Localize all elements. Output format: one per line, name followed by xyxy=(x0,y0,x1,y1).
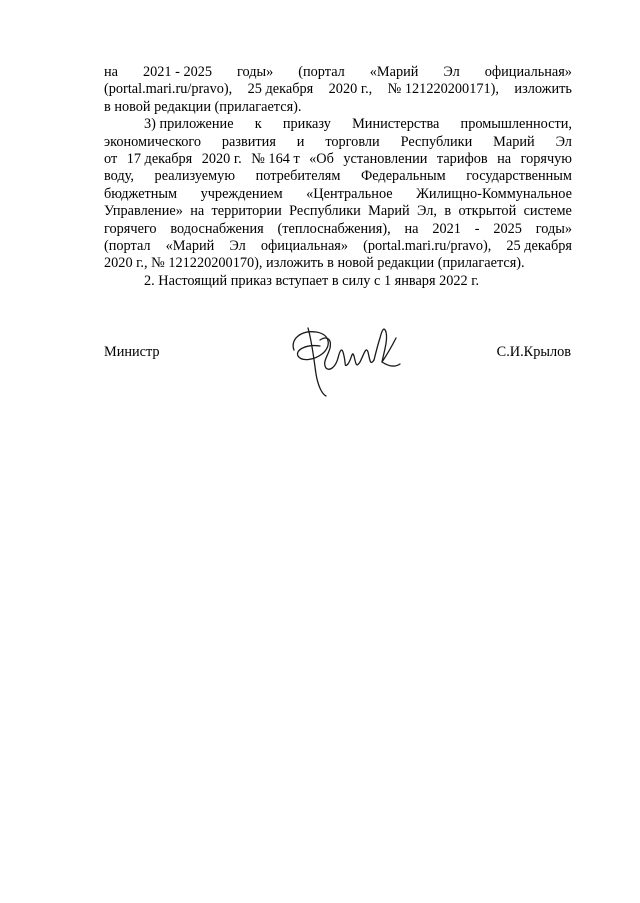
word: от xyxy=(104,151,118,168)
word: официальная» xyxy=(484,64,572,80)
word: Министерства xyxy=(352,116,440,133)
word: государственным xyxy=(466,168,572,185)
word: (портал xyxy=(298,64,345,80)
item3-line-1 xyxy=(104,116,572,133)
word: на xyxy=(190,203,205,220)
item3-line-2 xyxy=(104,134,572,151)
word: (portal.mari.ru/pravo), xyxy=(104,81,233,98)
word: Федеральным xyxy=(360,168,446,185)
item3-line-9: 2020 г., № 121220200170), изложить в новой редакции (прилагается). xyxy=(104,255,525,272)
word: на xyxy=(497,151,512,168)
word: Эл, xyxy=(417,203,437,220)
word: приказу xyxy=(282,116,331,133)
word: Эл xyxy=(555,133,572,150)
word: 2021 xyxy=(432,220,461,237)
word: «Об xyxy=(309,151,334,168)
item3-line-5 xyxy=(104,186,572,203)
word: потребителям xyxy=(255,168,341,185)
word: 2025 xyxy=(493,220,522,237)
word: Жилищно-Коммунальное xyxy=(416,185,572,202)
word: экономического xyxy=(104,133,201,150)
item3-line-8 xyxy=(104,238,572,255)
word: «Марий xyxy=(369,64,419,80)
word: системе xyxy=(523,203,572,220)
word: 25 декабря xyxy=(247,81,314,98)
word: Управление» xyxy=(104,203,183,220)
document-body xyxy=(104,64,572,290)
handwritten-signature xyxy=(286,316,406,398)
word: промышленности, xyxy=(460,116,572,133)
word: (теплоснабжения), xyxy=(277,220,391,237)
word: и xyxy=(296,133,305,150)
minister-title: Министр xyxy=(104,344,160,360)
word: - xyxy=(474,220,480,237)
word: Республики xyxy=(400,133,473,150)
word: горячего xyxy=(104,220,157,237)
word: Эл xyxy=(443,64,460,80)
continuation-line-2 xyxy=(104,81,572,98)
word: 2021 - 2025 xyxy=(142,64,213,80)
word: торговли xyxy=(325,133,380,150)
word: развития xyxy=(221,133,276,150)
word: Республики xyxy=(289,203,361,220)
word: на xyxy=(404,220,419,237)
word: 2020 г., xyxy=(328,81,373,98)
word: годы» xyxy=(237,64,274,80)
word: 25 декабря xyxy=(506,238,572,255)
word: установлении xyxy=(343,151,428,168)
word: годы» xyxy=(535,220,572,237)
item2-paragraph: 2. Настоящий приказ вступает в силу с 1 января 2022 г. xyxy=(144,272,480,289)
word: реализуемую xyxy=(154,168,236,185)
item3-line-3 xyxy=(104,151,572,168)
word: № 121220200171), xyxy=(387,81,499,98)
word: территории xyxy=(211,203,282,220)
word: изложить xyxy=(514,81,572,98)
continuation-line-1 xyxy=(104,64,572,81)
word: открытой xyxy=(458,203,517,220)
word: № 164 т xyxy=(251,151,300,168)
word: (портал xyxy=(104,238,151,255)
word: на xyxy=(104,64,118,80)
word: в xyxy=(444,203,452,220)
word: Марий xyxy=(368,203,410,220)
word: 17 декабря xyxy=(126,151,193,168)
word: водоснабжения xyxy=(170,220,264,237)
word: «Марий xyxy=(165,238,215,255)
continuation-line-3: в новой редакции (прилагается). xyxy=(104,98,302,115)
word: официальная» xyxy=(260,238,349,255)
word: бюджетным xyxy=(104,185,178,202)
word: 3) приложение xyxy=(144,116,234,133)
word: горячую xyxy=(520,151,572,168)
item3-line-4 xyxy=(104,168,572,185)
word: 2020 г. xyxy=(201,151,242,168)
signatory-name: С.И.Крылов xyxy=(496,344,571,360)
word: тарифов xyxy=(436,151,488,168)
word: воду, xyxy=(104,168,134,185)
word: к xyxy=(254,116,262,133)
word: Марий xyxy=(493,133,535,150)
word: (portal.mari.ru/pravo), xyxy=(363,238,492,255)
word: «Центральное xyxy=(306,185,393,202)
word: Эл xyxy=(229,238,246,255)
item3-line-6 xyxy=(104,203,572,220)
word: учреждением xyxy=(200,185,283,202)
item3-line-7 xyxy=(104,221,572,238)
